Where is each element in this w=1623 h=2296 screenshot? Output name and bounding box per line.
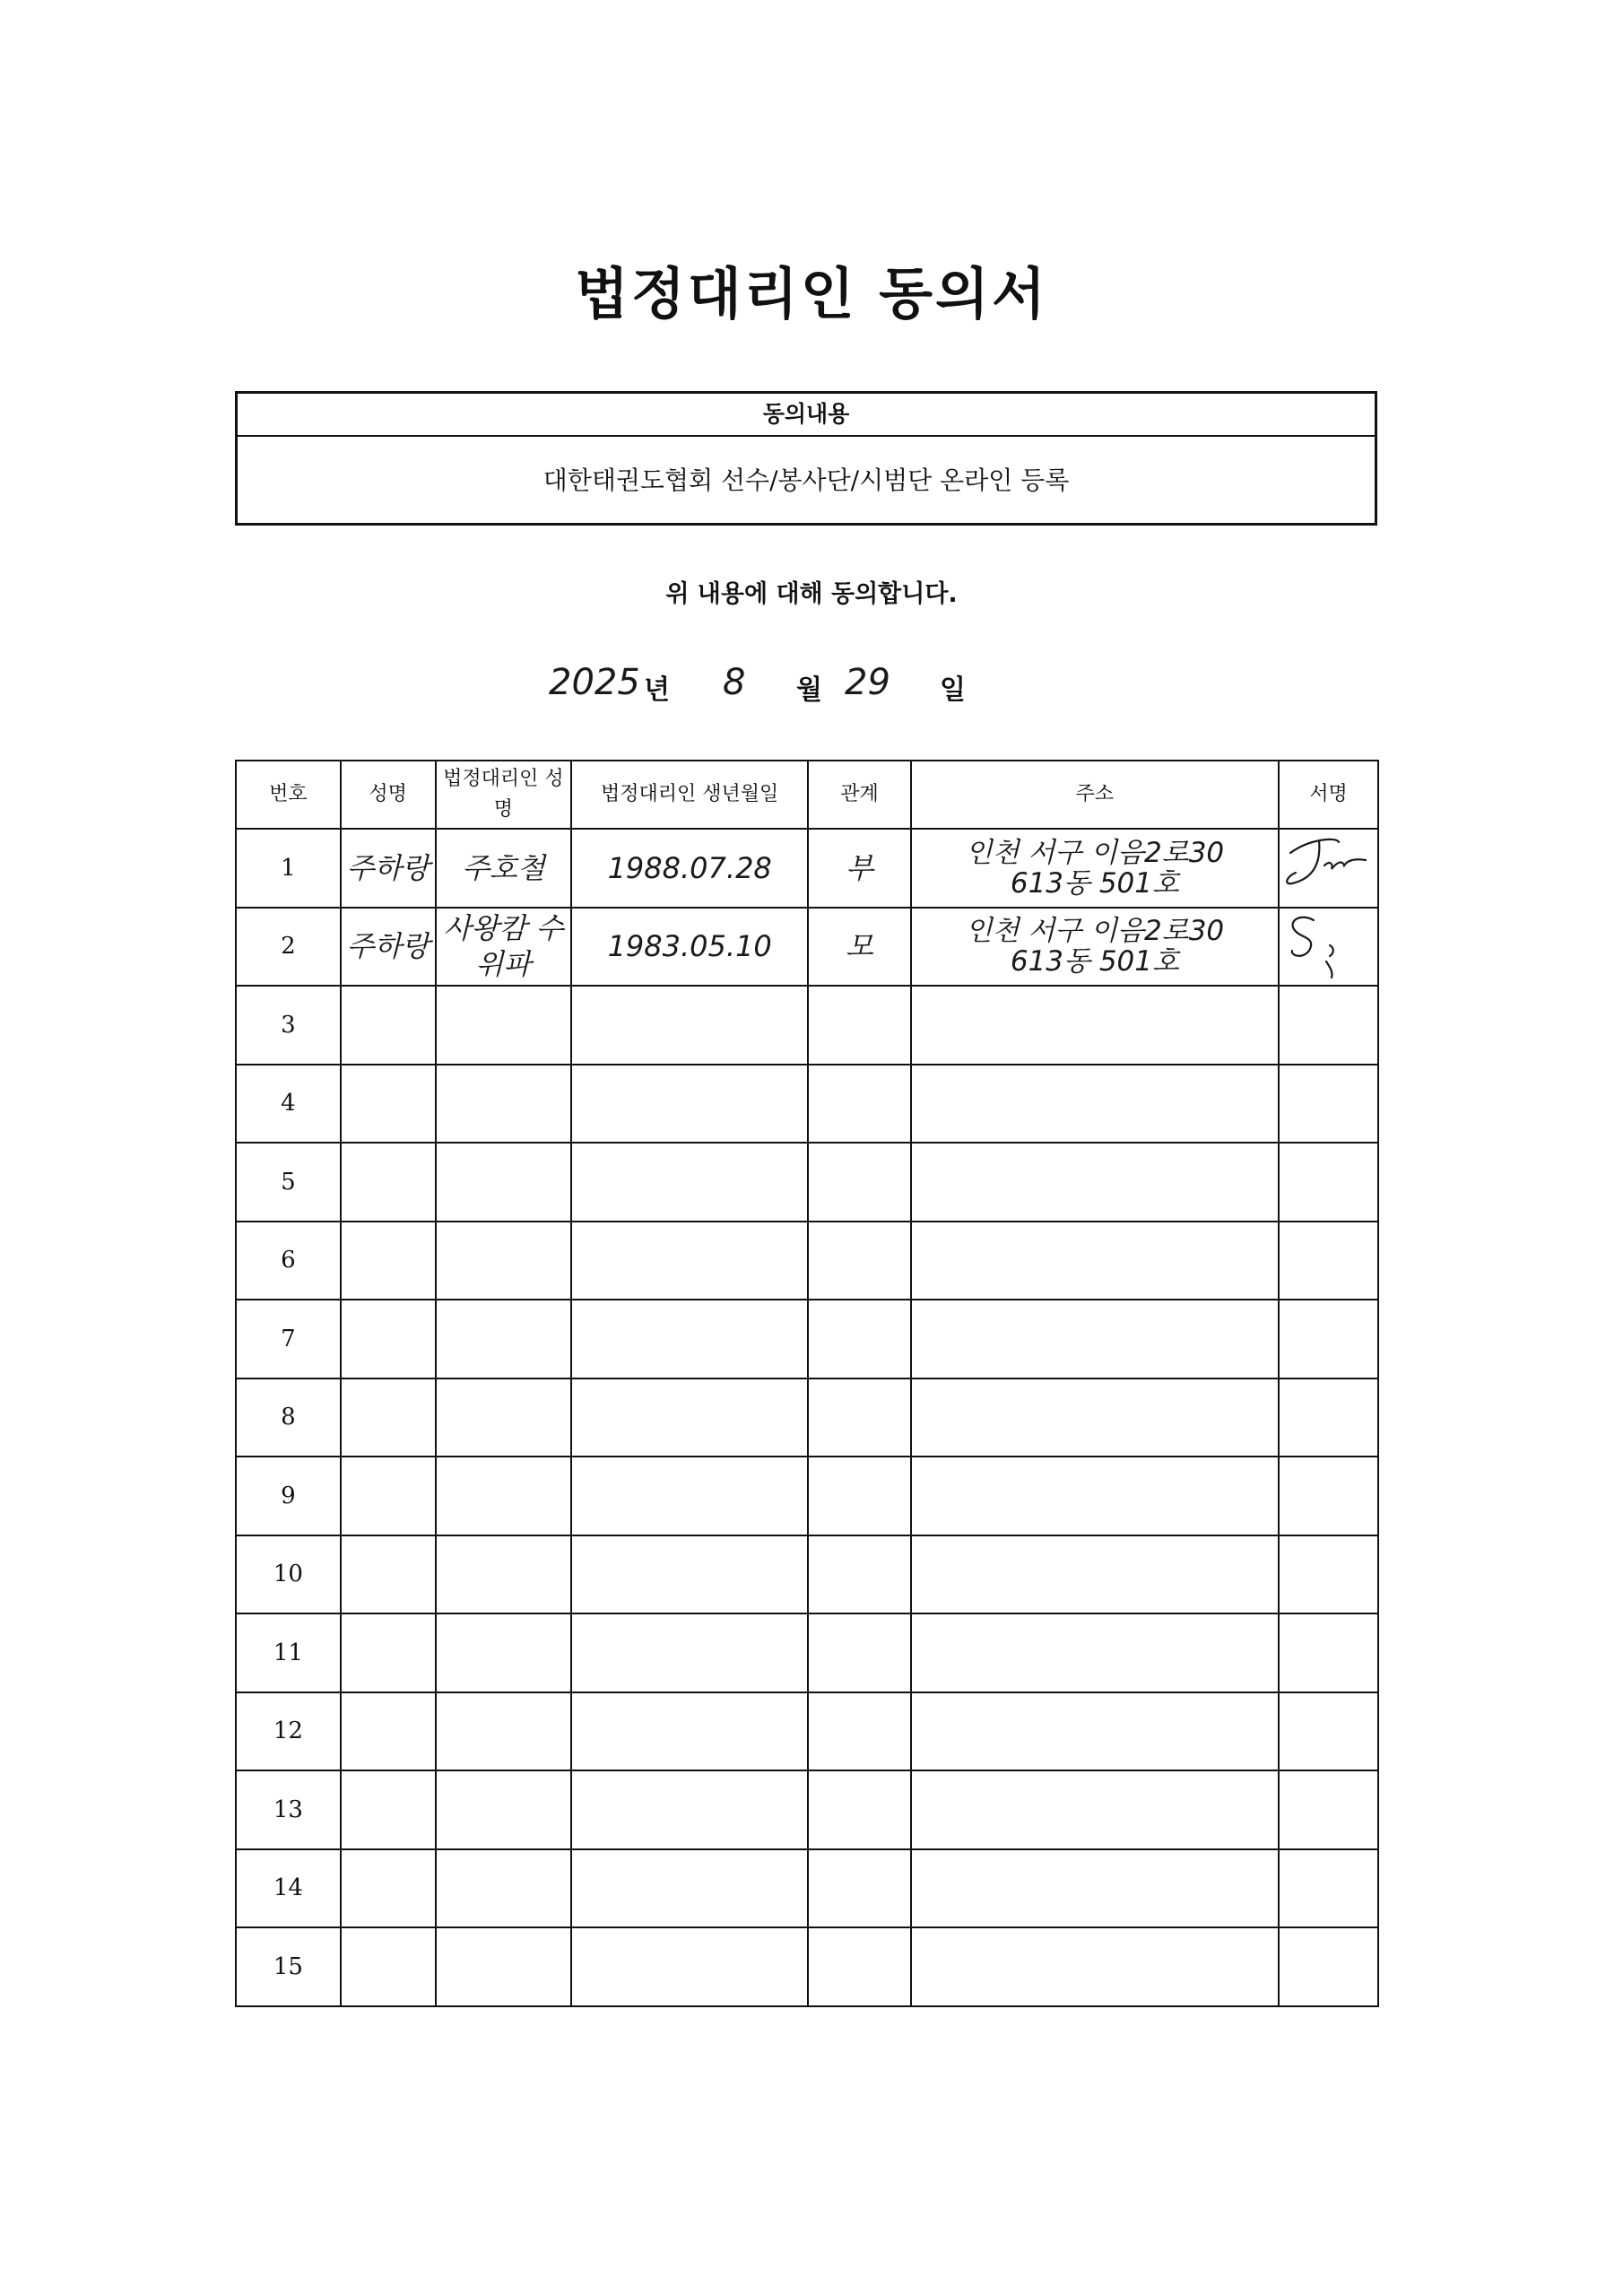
cell-address — [911, 908, 1279, 987]
cell-name — [341, 1222, 436, 1300]
cell-guardian-birth-text: 1983.05.10 — [607, 929, 772, 964]
cell-guardian-birth — [571, 986, 808, 1065]
cell-guardian-name — [436, 1927, 572, 2006]
cell-no: 15 — [236, 1927, 341, 2006]
cell-address — [911, 1300, 1279, 1378]
cell-guardian-name-text: 사왕캄 수위파 — [443, 911, 564, 982]
cell-relation — [808, 1692, 911, 1771]
table-body — [236, 829, 1378, 2006]
cell-no: 7 — [236, 1300, 341, 1378]
cell-no: 12 — [236, 1692, 341, 1771]
table-row — [236, 1457, 1378, 1535]
cell-address — [911, 1378, 1279, 1457]
cell-name — [341, 908, 436, 987]
table-row — [236, 1378, 1378, 1457]
cell-signature — [1279, 908, 1378, 987]
cell-name — [341, 1300, 436, 1378]
cell-name — [341, 1692, 436, 1771]
cell-no: 5 — [236, 1143, 341, 1222]
cell-address — [911, 1535, 1279, 1614]
cell-signature — [1279, 1849, 1378, 1928]
cell-guardian-birth — [571, 1613, 808, 1692]
table-header-row — [236, 761, 1378, 829]
cell-relation — [808, 1535, 911, 1614]
cell-guardian-birth — [571, 1300, 808, 1378]
cell-signature — [1279, 829, 1378, 908]
cell-relation — [808, 1457, 911, 1535]
consent-header: 동의내용 — [238, 394, 1375, 437]
cell-guardian-name — [436, 1143, 572, 1222]
date-month-label: 월 — [796, 674, 822, 706]
cell-guardian-birth — [571, 1927, 808, 2006]
cell-guardian-birth-text: 1988.07.28 — [607, 850, 772, 885]
agree-statement: 위 내용에 대해 동의합니다. — [665, 580, 958, 608]
cell-no: 3 — [236, 986, 341, 1065]
header-no: 번호 — [236, 761, 341, 829]
document-title: 법정대리인 동의서 — [575, 261, 1048, 326]
header-address: 주소 — [911, 761, 1279, 829]
cell-address — [911, 1692, 1279, 1771]
table-row — [236, 1222, 1378, 1300]
cell-signature — [1279, 1222, 1378, 1300]
cell-signature — [1279, 1613, 1378, 1692]
cell-address-line2: 613동 501호 — [1010, 945, 1179, 978]
date-year-label: 년 — [644, 674, 670, 706]
cell-guardian-birth — [571, 908, 808, 987]
cell-no: 14 — [236, 1849, 341, 1928]
cell-name — [341, 829, 436, 908]
table-row — [236, 986, 1378, 1065]
cell-guardian-birth — [571, 1222, 808, 1300]
table-row — [236, 1770, 1378, 1849]
cell-no: 10 — [236, 1535, 341, 1614]
cell-guardian-name — [436, 1222, 572, 1300]
cell-signature — [1279, 1770, 1378, 1849]
cell-relation — [808, 986, 911, 1065]
cell-relation — [808, 829, 911, 908]
cell-name — [341, 1770, 436, 1849]
cell-address — [911, 1927, 1279, 2006]
cell-address — [911, 829, 1279, 908]
cell-guardian-birth — [571, 829, 808, 908]
cell-address — [911, 1849, 1279, 1928]
cell-no: 1 — [236, 829, 341, 908]
table-row — [236, 908, 1378, 987]
cell-guardian-name — [436, 1065, 572, 1144]
table-row — [236, 1613, 1378, 1692]
header-name: 성명 — [341, 761, 436, 829]
cell-relation — [808, 1065, 911, 1144]
cell-no: 8 — [236, 1378, 341, 1457]
cell-guardian-birth — [571, 1535, 808, 1614]
cell-relation — [808, 1849, 911, 1928]
cell-signature — [1279, 1535, 1378, 1614]
cell-guardian-birth — [571, 1457, 808, 1535]
cell-address — [911, 1770, 1279, 1849]
cell-address — [911, 986, 1279, 1065]
cell-guardian-birth — [571, 1065, 808, 1144]
cell-relation — [808, 1613, 911, 1692]
cell-guardian-name — [436, 1535, 572, 1614]
header-guardian-name: 법정대리인 성명 — [436, 761, 572, 829]
cell-name — [341, 1927, 436, 2006]
cell-name — [341, 1143, 436, 1222]
cell-name-text: 주하랑 — [346, 929, 430, 964]
cell-guardian-name — [436, 986, 572, 1065]
table-row — [236, 1692, 1378, 1771]
table-row — [236, 1143, 1378, 1222]
table-row — [236, 1849, 1378, 1928]
cell-no: 9 — [236, 1457, 341, 1535]
cell-relation — [808, 908, 911, 987]
cell-relation — [808, 1222, 911, 1300]
date-day: 29 — [845, 662, 890, 703]
cell-signature — [1279, 1065, 1378, 1144]
date-month: 8 — [723, 662, 746, 703]
cell-name — [341, 1849, 436, 1928]
cell-address-line2: 613동 501호 — [1010, 866, 1179, 900]
cell-relation-text: 부 — [846, 850, 873, 885]
table-row — [236, 1927, 1378, 2006]
cell-address-line1: 인천 서구 이음2로30 — [965, 836, 1225, 869]
header-guardian-birth: 법정대리인 생년월일 — [571, 761, 808, 829]
cell-name — [341, 1613, 436, 1692]
cell-guardian-name — [436, 1849, 572, 1928]
cell-address — [911, 1222, 1279, 1300]
cell-guardian-name — [436, 1378, 572, 1457]
cell-no: 11 — [236, 1613, 341, 1692]
cell-name — [341, 1457, 436, 1535]
cell-name — [341, 1535, 436, 1614]
table-row — [236, 1065, 1378, 1144]
cell-guardian-name — [436, 1457, 572, 1535]
consent-content: 대한태권도협회 선수/봉사단/시범단 온라인 등록 — [542, 465, 1070, 495]
cell-address — [911, 1143, 1279, 1222]
header-relation: 관계 — [808, 761, 911, 829]
guardian-table — [235, 760, 1379, 2007]
date-line — [0, 657, 1623, 710]
cell-signature — [1279, 1457, 1378, 1535]
cell-guardian-name — [436, 1300, 572, 1378]
cell-address — [911, 1457, 1279, 1535]
cell-signature — [1279, 986, 1378, 1065]
cell-guardian-name — [436, 829, 572, 908]
cell-no: 2 — [236, 908, 341, 987]
cell-guardian-name — [436, 1692, 572, 1771]
cell-guardian-birth — [571, 1770, 808, 1849]
cell-name — [341, 1065, 436, 1144]
cell-address — [911, 1065, 1279, 1144]
cell-guardian-birth — [571, 1849, 808, 1928]
cell-name-text: 주하랑 — [346, 850, 430, 885]
cell-guardian-name-text: 주호철 — [462, 850, 545, 885]
cell-address — [911, 1613, 1279, 1692]
handwritten-signature — [1283, 833, 1373, 903]
cell-relation — [808, 1927, 911, 2006]
cell-guardian-name — [436, 908, 572, 987]
table-row — [236, 1300, 1378, 1378]
date-year: 2025 — [549, 662, 640, 703]
cell-guardian-name — [436, 1770, 572, 1849]
cell-relation — [808, 1300, 911, 1378]
cell-no: 13 — [236, 1770, 341, 1849]
cell-guardian-birth — [571, 1692, 808, 1771]
cell-relation-text: 모 — [846, 929, 873, 964]
cell-address-line1: 인천 서구 이음2로30 — [965, 915, 1225, 948]
cell-no: 6 — [236, 1222, 341, 1300]
cell-relation — [808, 1770, 911, 1849]
header-signature: 서명 — [1279, 761, 1378, 829]
cell-guardian-birth — [571, 1378, 808, 1457]
cell-relation — [808, 1378, 911, 1457]
date-day-label: 일 — [940, 674, 966, 706]
cell-name — [341, 1378, 436, 1457]
table-row — [236, 1535, 1378, 1614]
handwritten-signature — [1283, 911, 1373, 981]
cell-signature — [1279, 1300, 1378, 1378]
cell-signature — [1279, 1143, 1378, 1222]
cell-no: 4 — [236, 1065, 341, 1144]
cell-name — [341, 986, 436, 1065]
cell-relation — [808, 1143, 911, 1222]
cell-guardian-name — [436, 1613, 572, 1692]
table-row — [236, 829, 1378, 908]
cell-guardian-birth — [571, 1143, 808, 1222]
cell-signature — [1279, 1927, 1378, 2006]
cell-signature — [1279, 1378, 1378, 1457]
cell-signature — [1279, 1692, 1378, 1771]
consent-box — [235, 391, 1377, 526]
